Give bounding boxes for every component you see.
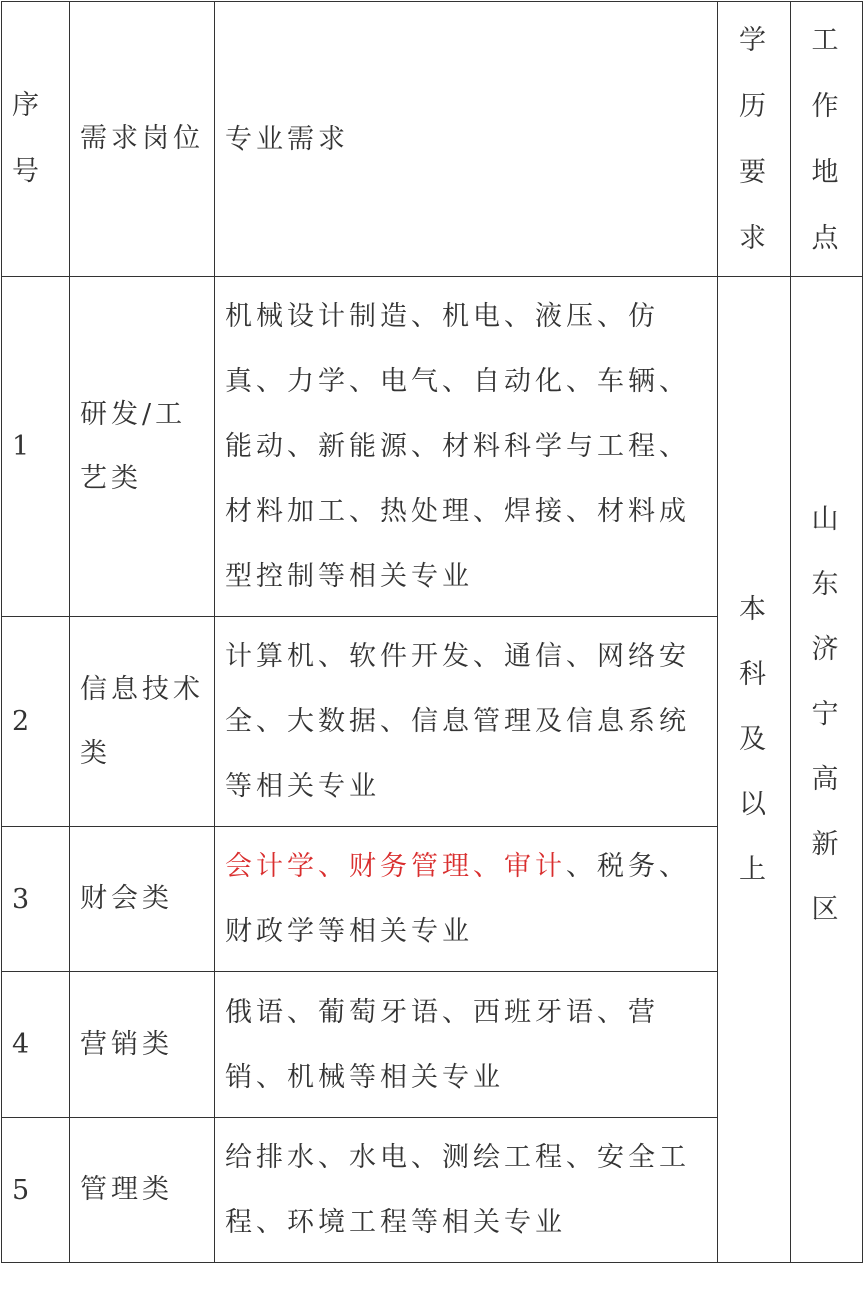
table-row xyxy=(2,277,863,617)
location-value: 山东济宁高新区 xyxy=(811,504,843,925)
row-major: 俄语、葡萄牙语、西班牙语、营销、机械等相关专业 xyxy=(215,972,718,1118)
major-highlight: 会计学、财务管理、审计 xyxy=(225,851,566,882)
row-index: 4 xyxy=(2,972,70,1118)
row-major: 计算机、软件开发、通信、网络安全、大数据、信息管理及信息系统等相关专业 xyxy=(215,617,718,827)
education-value: 本科及以上 xyxy=(739,594,770,885)
row-index: 2 xyxy=(2,617,70,827)
header-index: 序号 xyxy=(2,2,70,277)
row-major: 给排水、水电、测绘工程、安全工程、环境工程等相关专业 xyxy=(215,1118,718,1263)
row-index: 5 xyxy=(2,1118,70,1263)
row-index: 3 xyxy=(2,827,70,972)
header-location: 工作地点 xyxy=(791,2,863,277)
row-position: 财会类 xyxy=(70,827,215,972)
row-position: 研发/工艺类 xyxy=(70,277,215,617)
header-position: 需求岗位 xyxy=(70,2,215,277)
requirements-table xyxy=(1,1,863,1263)
row-position: 管理类 xyxy=(70,1118,215,1263)
row-major: 机械设计制造、机电、液压、仿真、力学、电气、自动化、车辆、能动、新能源、材料科学与工程、材料加工、热处理、焊接、材料成型控制等相关专业 xyxy=(215,277,718,617)
location-cell xyxy=(791,277,863,1263)
header-row xyxy=(2,2,863,277)
row-major xyxy=(215,827,718,972)
header-education: 学历要求 xyxy=(718,2,791,277)
row-index: 1 xyxy=(2,277,70,617)
major-rest: 、税务、财政学等相关专业 xyxy=(225,851,690,947)
education-cell xyxy=(718,277,791,1263)
row-position: 信息技术类 xyxy=(70,617,215,827)
header-major: 专业需求 xyxy=(215,2,718,277)
row-position: 营销类 xyxy=(70,972,215,1118)
